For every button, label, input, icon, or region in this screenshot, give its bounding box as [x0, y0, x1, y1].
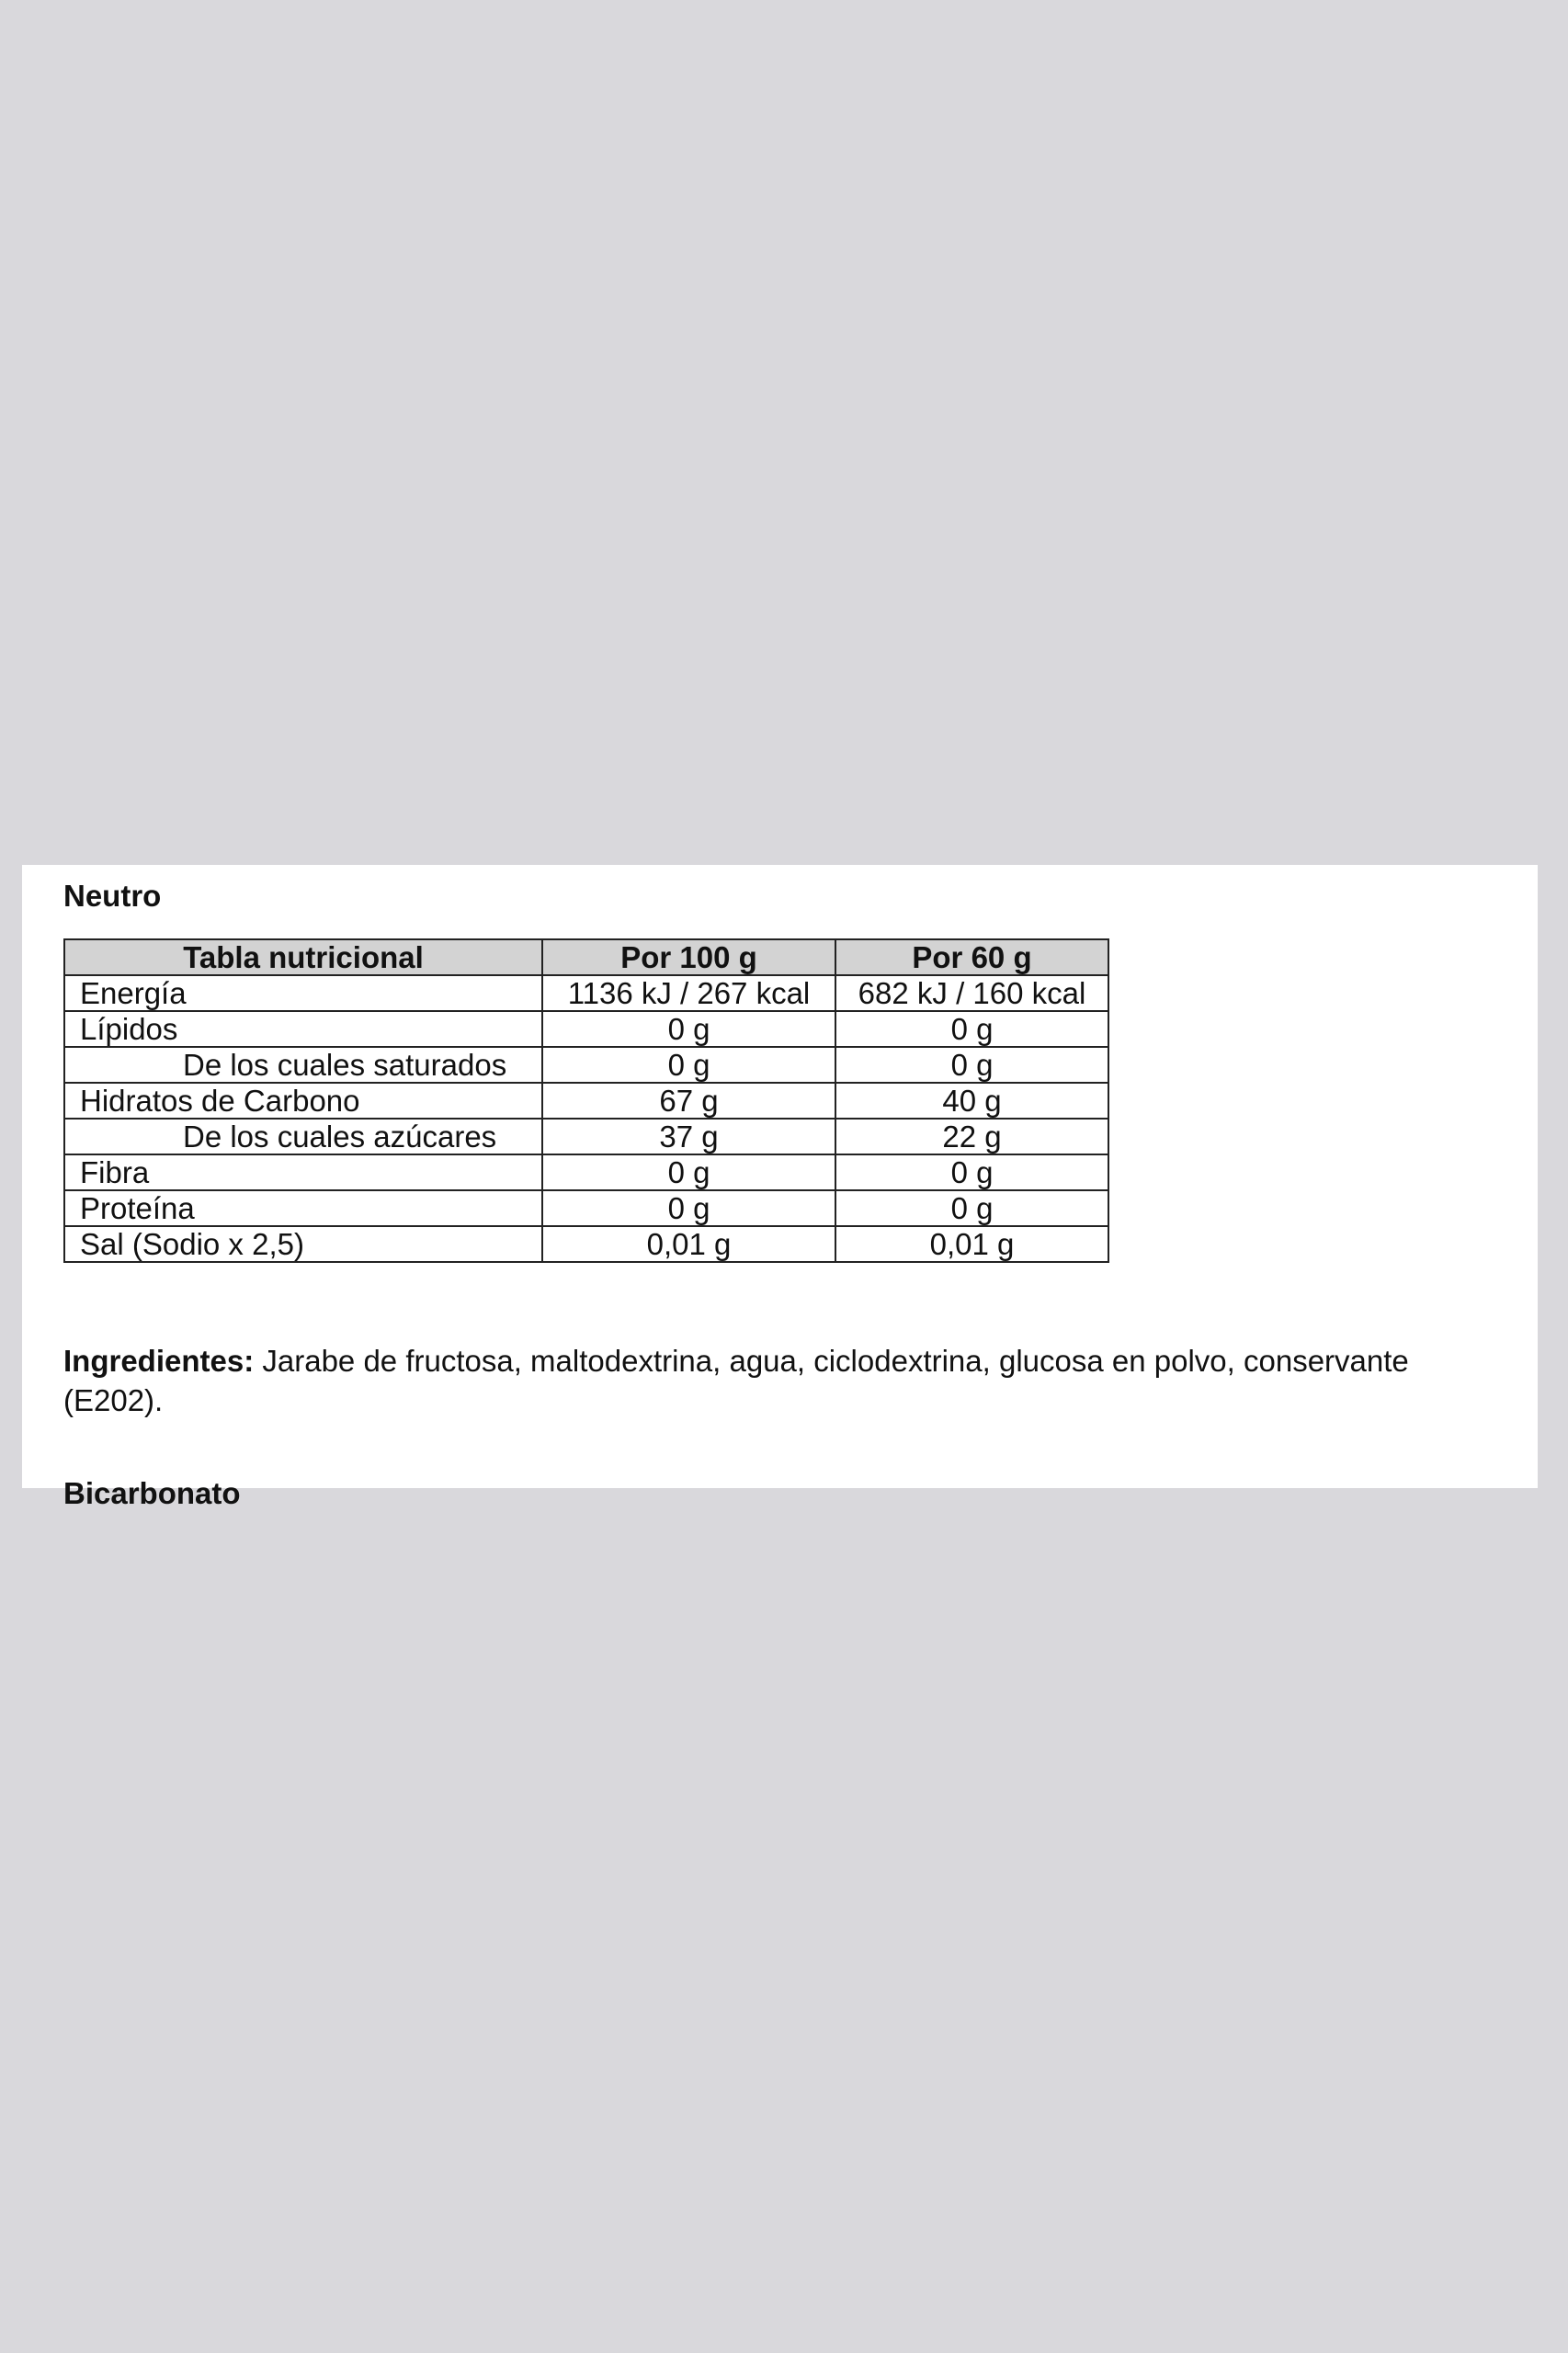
ingredients-label: Ingredientes:: [63, 1344, 255, 1378]
table-row: [64, 1047, 1108, 1083]
nutrient-name: De los cuales azúcares: [64, 1119, 542, 1154]
value-per-60g: 22 g: [835, 1119, 1108, 1154]
header-per-100g: Por 100 g: [542, 939, 835, 975]
value-per-100g: 67 g: [542, 1083, 835, 1119]
value-per-100g: 0 g: [542, 1047, 835, 1083]
value-per-100g: 0 g: [542, 1154, 835, 1190]
table-row: [64, 1011, 1108, 1047]
table-row: [64, 1190, 1108, 1226]
value-per-60g: 682 kJ / 160 kcal: [835, 975, 1108, 1011]
value-per-100g: 0,01 g: [542, 1226, 835, 1262]
table-row: [64, 1083, 1108, 1119]
nutrient-name: Fibra: [64, 1154, 542, 1190]
nutrient-name: De los cuales saturados: [64, 1047, 542, 1083]
table-row: [64, 1154, 1108, 1190]
value-per-100g: 37 g: [542, 1119, 835, 1154]
nutrient-name: Lípidos: [64, 1011, 542, 1047]
nutrient-name: Energía: [64, 975, 542, 1011]
document-page: [22, 865, 1538, 1510]
section-title: Neutro: [63, 879, 162, 913]
next-section-heading: Bicarbonato: [63, 1476, 241, 1510]
table-row: [64, 1226, 1108, 1262]
value-per-60g: 0 g: [835, 1154, 1108, 1190]
nutrient-name: Sal (Sodio x 2,5): [64, 1226, 542, 1262]
value-per-100g: 0 g: [542, 1011, 835, 1047]
header-nutrient: Tabla nutricional: [64, 939, 542, 975]
table-row: [64, 975, 1108, 1011]
value-per-100g: 1136 kJ / 267 kcal: [542, 975, 835, 1011]
ingredients-paragraph: [63, 1341, 1516, 1420]
value-per-100g: 0 g: [542, 1190, 835, 1226]
nutrient-name: Hidratos de Carbono: [64, 1083, 542, 1119]
header-per-60g: Por 60 g: [835, 939, 1108, 975]
value-per-60g: 0 g: [835, 1190, 1108, 1226]
nutrient-name: Proteína: [64, 1190, 542, 1226]
ingredients-text: Jarabe de fructosa, maltodextrina, agua, ciclodextrina, glucosa en polvo, conservante (E202).: [63, 1344, 1409, 1417]
nutrition-table: [63, 938, 1109, 1263]
value-per-60g: 0 g: [835, 1047, 1108, 1083]
table-header-row: [64, 939, 1108, 975]
value-per-60g: 40 g: [835, 1083, 1108, 1119]
table-row: [64, 1119, 1108, 1154]
value-per-60g: 0 g: [835, 1011, 1108, 1047]
value-per-60g: 0,01 g: [835, 1226, 1108, 1262]
